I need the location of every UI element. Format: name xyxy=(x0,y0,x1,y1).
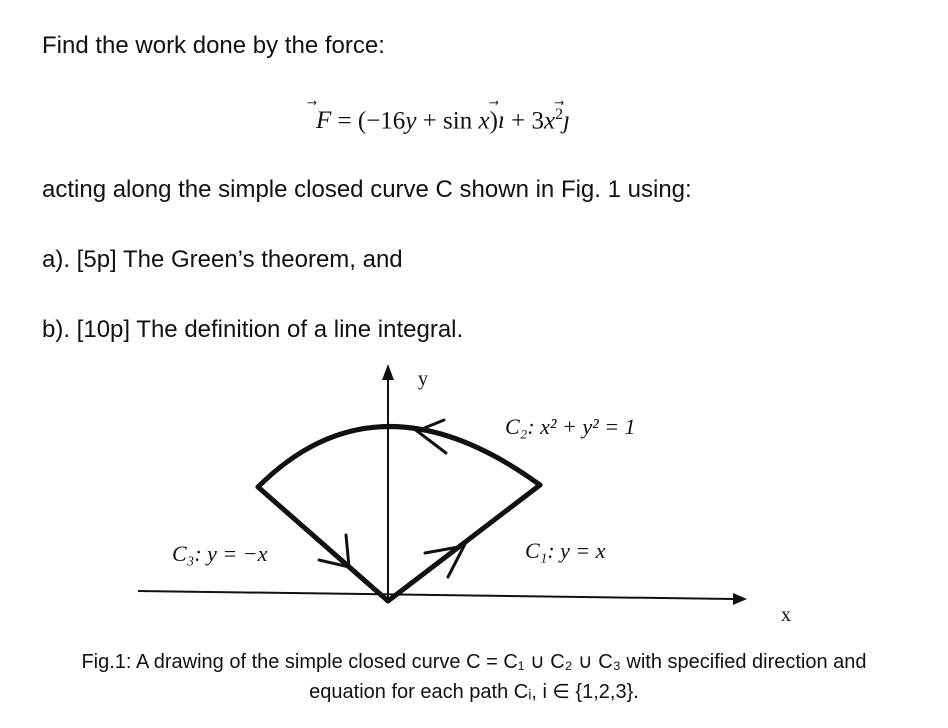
curve-c2-arc xyxy=(258,426,540,487)
x-axis-label: x xyxy=(781,604,791,626)
force-formula: F ⃗ = (−16y + sin x)ı ⃗ + $3x^2ȷ$ ⃗ xyxy=(316,100,570,136)
c3-equation-label: C₃: y = −x xyxy=(172,541,268,566)
acting-text: acting along the simple closed curve C shown in Fig. 1 using: xyxy=(42,176,692,203)
intro-text: Find the work done by the force: xyxy=(42,32,385,59)
part-b-text: b). [10p] The definition of a line integral. xyxy=(42,316,464,343)
x-axis xyxy=(138,591,733,599)
c1-direction-arrowhead xyxy=(425,546,464,577)
curve-c3-segment xyxy=(258,487,388,601)
figure-caption-line-1: Fig.1: A drawing of the simple closed curve C = C₁ ∪ C₂ ∪ C₃ with specified direction and xyxy=(81,651,867,673)
curve-c1-segment xyxy=(388,485,540,601)
y-axis-label: y xyxy=(418,368,428,390)
c1-equation-label: C₁: y = x xyxy=(525,538,606,563)
part-a-text: a). [5p] The Green’s theorem, and xyxy=(42,246,403,273)
y-axis-arrowhead xyxy=(382,364,394,380)
figure-caption-line-2: equation for each path Cᵢ, i ∈ {1,2,3}. xyxy=(309,681,639,703)
x-axis-arrowhead xyxy=(733,593,747,605)
c2-equation-label: C₂: x² + y² = 1 xyxy=(505,414,636,439)
